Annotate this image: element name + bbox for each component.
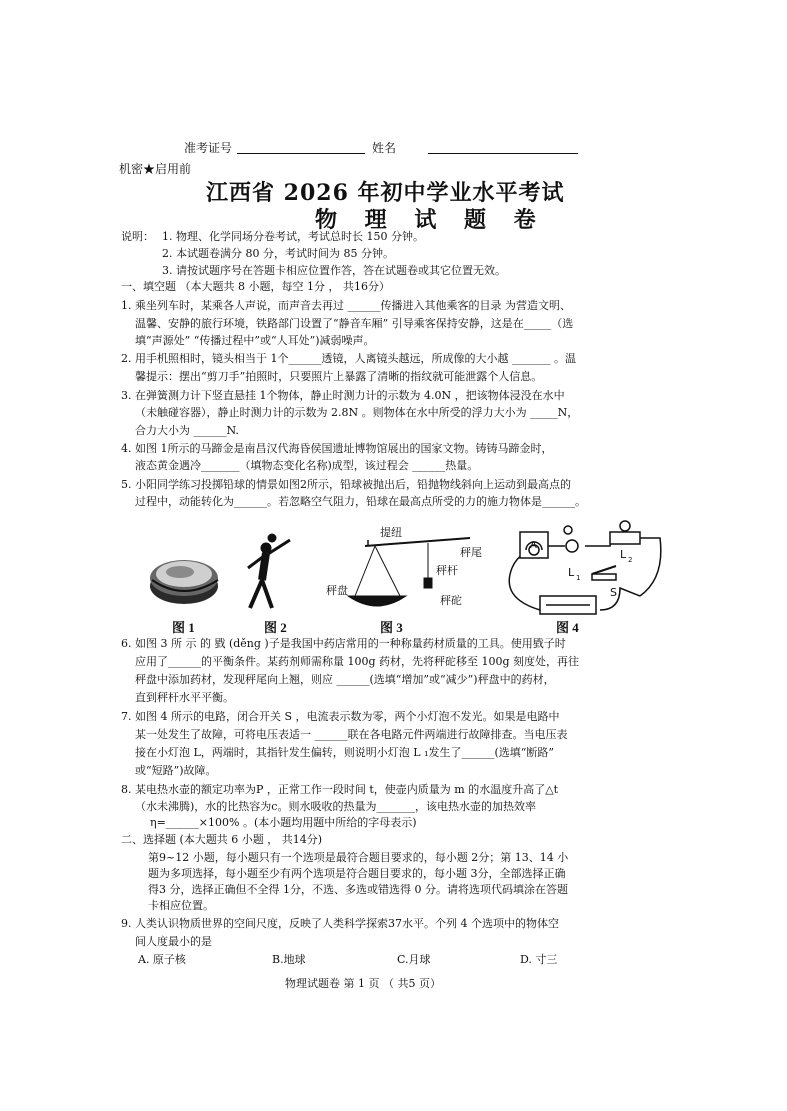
bulb-l1-label: L — [568, 566, 575, 579]
figure-2-caption: 图 2 — [264, 620, 287, 635]
question-1-line: 温馨、安静的旅行环境，铁路部门设置了“静音车厢” 引导乘客保持安静，这是在_____（选 — [135, 317, 574, 330]
option-b: B.地球 — [272, 953, 306, 966]
switch-s-label: S — [610, 586, 617, 599]
section2-intro-line: 得3 分，选择正确但不全得 1分，不选、多选或错选得 0 分。请将选项代码填涂在答题 — [148, 883, 568, 896]
fig3-label-chengtuo: 秤砣 — [440, 594, 462, 607]
note-item: 1. 物理、化学同场分卷考试，考试总时长 150 分钟。 — [162, 230, 424, 243]
question-3-line: （未触碰容器），静止时测力计的示数为 2.8N 。则物体在水中所受的浮力大小为 _____N， — [135, 406, 579, 419]
exam-title: 江西省 2026 年初中学业水平考试 — [206, 180, 565, 206]
bulb-l2-label: L — [620, 548, 627, 561]
exam-number-label: 准考证号 — [184, 141, 233, 155]
page-footer: 物理试题卷 第 1 页 （ 共5 页） — [285, 977, 441, 990]
question-1-line: 填“声源处” “传播过程中”或“人耳处”)减弱噪声。 — [135, 334, 375, 347]
option-a: A. 原子核 — [138, 953, 186, 966]
section2-intro-line: 卡相应位置。 — [148, 899, 214, 912]
figures-row — [140, 518, 680, 642]
question-2-line: 馨提示：摆出“剪刀手”拍照时，只要照片上暴露了清晰的指纹就可能泄露个人信息。 — [135, 370, 543, 383]
figure-3-caption: 图 3 — [380, 620, 403, 635]
question-1-line: 1. 乘坐列车时，某乘各人声说，而声音去再过 ______传播进入其他乘客的目录 为营造文明、 — [121, 299, 571, 312]
bulb-l1-subscript: 1 — [576, 574, 581, 582]
note-item: 2. 本试题卷满分 80 分，考试时间为 85 分钟。 — [162, 247, 394, 260]
question-5-line: 过程中，动能转化为______。若忽略空气阻力，铅球在最高点所受的力的施力物体是______。 — [135, 495, 586, 508]
option-d: D. 寸三 — [520, 953, 558, 966]
question-7-line: 接在小灯泡 L，两端时，其指针发生偏转，则说明小灯泡 L ₁发生了______(选填“断路” — [135, 746, 555, 759]
question-4-line: 液态黄金遇冷_______（填物态变化名称)成型，该过程会 ______热量。 — [135, 459, 479, 472]
question-6-line: 直到秤杆水平平衡。 — [135, 691, 234, 704]
question-5-line: 5. 小阳同学练习投掷铅球的情景如图2所示，铅球被抛出后，铅抛物线斜向上运动到最高点的 — [121, 478, 571, 491]
question-7-line: 7. 如图 4 所示的电路，闭合开关 S ，电流表示数为零，两个小灯泡不发光。如果是电路中 — [121, 710, 560, 723]
name-blank — [428, 153, 578, 154]
bulb-l2-subscript: 2 — [628, 556, 633, 564]
question-8-line: η=______×100% 。(本小题均用题中所给的字母表示) — [150, 816, 417, 829]
ammeter-label: A — [530, 540, 537, 551]
fig3-label-chengwei: 秤尾 — [460, 546, 482, 559]
name-label: 姓名 — [372, 141, 397, 155]
option-c: C.月球 — [397, 953, 431, 966]
section2-intro-line: 第9~12 小题，每小题只有一个选项是最符合题目要求的，每小题 2分；第 13、14 小 — [148, 851, 569, 864]
question-6-line: 6. 如图 3 所 示 的 戥 (děng )子是我国中药店常用的一种称量药材质量的工具。使用戥子时 — [121, 637, 566, 650]
horse-hoof-gold-illustration — [150, 560, 218, 604]
question-6-line: 应用了______的平衡条件。某药剂师需称量 100g 药材，先将秤砣移至 100g 刻度处，再往 — [135, 655, 580, 668]
question-2-line: 2. 用手机照相时，镜头相当于 1个______透镜，人离镜头越远，所成像的大小越 _______ 。温 — [121, 352, 576, 365]
figure-1-caption: 图 1 — [172, 620, 195, 635]
circuit-diagram-illustration — [509, 521, 661, 614]
section1-heading: 一、填空题 （本大题共 8 小题，每空 1分 ， 共16分） — [121, 280, 390, 293]
fig3-label-chengpan: 秤盘 — [326, 584, 348, 597]
question-7-line: 或“短路”)故障。 — [135, 764, 217, 777]
question-4-line: 4. 如图 1所示的马蹄金是南昌汉代海昏侯国遗址博物馆展出的国家文物。铸铸马蹄金时， — [121, 442, 553, 455]
notes-label: 说明： — [121, 230, 154, 243]
shot-put-thrower-illustration — [248, 534, 290, 608]
question-3-line: 3. 在弹簧测力计下竖直悬挂 1个物体，静止时测力计的示数为 4.0N ，把该物体浸没在水中 — [121, 389, 565, 402]
section2-heading: 二、选择题 (本大题共 6 小题 ， 共14分) — [121, 833, 323, 846]
question-7-line: 某一处发生了故障，可将电压表适一 ______联在各电路元件两端进行故障排查。当电压表 — [135, 728, 568, 741]
exam-number-blank — [237, 153, 365, 154]
figure-4-caption: 图 4 — [556, 620, 579, 635]
question-8-line: （水未沸腾)，水的比热容为c。则水吸收的热量为_______，该电热水壶的加热效率 — [135, 800, 536, 813]
paper-subtitle: 物 理 试 题 卷 — [315, 207, 546, 233]
note-item: 3. 请按试题序号在答题卡相应位置作答，答在试题卷或其它位置无效。 — [162, 264, 506, 277]
question-9-line: 9. 人类认识物质世界的空间尺度，反映了人类科学探索37水平。个列 4 个选项中的物体空 — [121, 917, 559, 930]
fig3-label-chenggan: 秤杆 — [436, 564, 458, 577]
section2-intro-line: 题为多项选择，每小题至少有两个选项是符合题目要求的，每小题 3分，全部选择正确 — [148, 867, 566, 880]
question-6-line: 秤盘中添加药材，发现秤尾向上翘，则应 ______(选填“增加”或“减少”)秤盘中的药材， — [135, 673, 555, 686]
confidential-mark: 机密★启用前 — [119, 162, 192, 176]
question-9-line: 间人度最小的是 — [135, 935, 212, 948]
question-3-line: 合力大小为 ______N. — [135, 424, 239, 437]
fig3-label-tizhuo: 提纽 — [380, 526, 402, 539]
question-8-line: 8. 某电热水壶的额定功率为P ，正常工作一段时间 t，使壶内质量为 m 的水温度升高了△t — [121, 783, 559, 796]
